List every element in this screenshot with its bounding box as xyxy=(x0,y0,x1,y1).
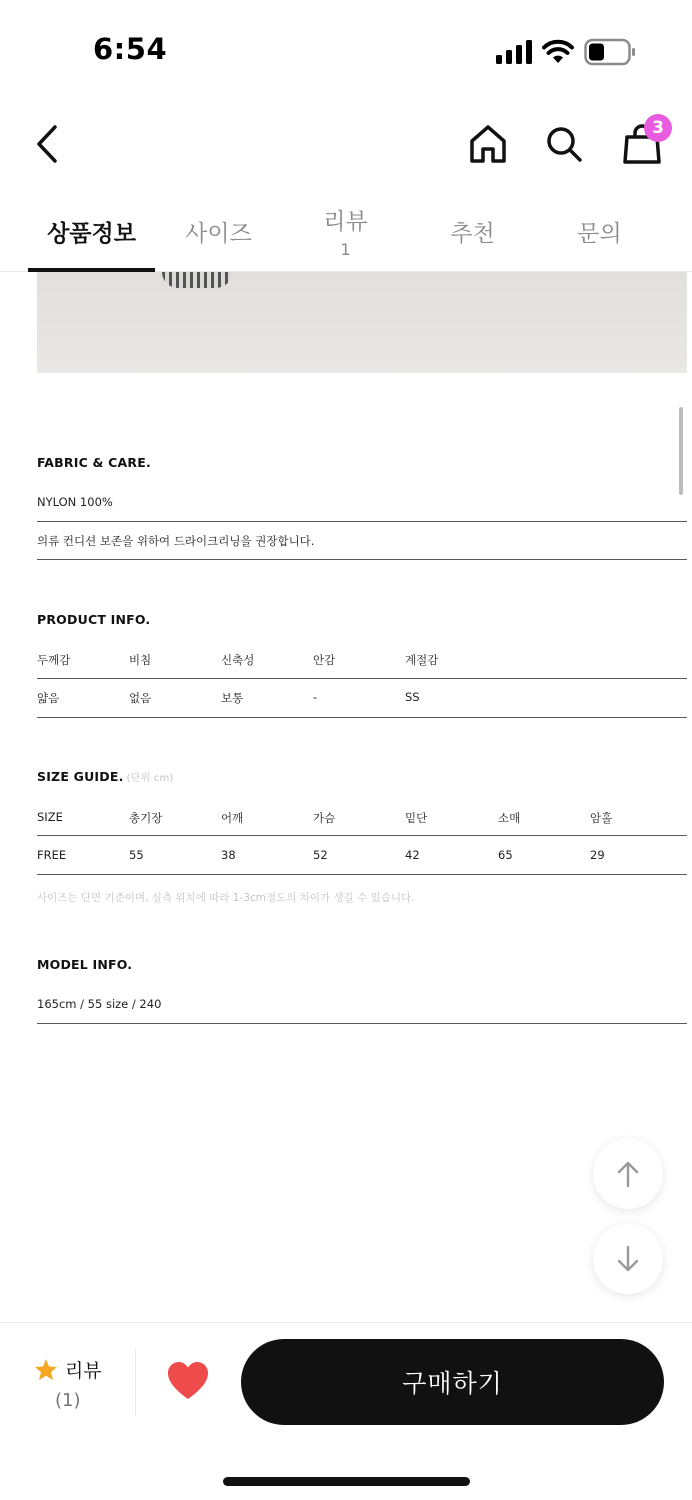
review-label: 리뷰 xyxy=(65,1360,102,1382)
back-chevron-icon xyxy=(33,124,63,164)
model-detail: 165cm / 55 size / 240 xyxy=(37,997,162,1011)
table-header-cell: 신축성 xyxy=(221,653,255,667)
model-info-title: MODEL INFO. xyxy=(37,957,133,972)
table-cell: 없음 xyxy=(129,691,152,705)
divider xyxy=(37,874,687,875)
divider xyxy=(37,1023,687,1024)
back-button[interactable] xyxy=(24,120,72,168)
table-header-cell: 총기장 xyxy=(129,811,163,825)
size-unit: (단위 cm) xyxy=(126,773,174,784)
divider xyxy=(37,521,687,522)
table-cell: 55 xyxy=(129,848,144,862)
heart-icon xyxy=(166,1360,210,1402)
star-icon xyxy=(34,1358,58,1381)
wishlist-button[interactable] xyxy=(166,1360,210,1402)
table-header-cell: 비침 xyxy=(129,653,152,667)
product-info-title: PRODUCT INFO. xyxy=(37,612,151,627)
arrow-down-icon xyxy=(617,1245,639,1273)
divider xyxy=(37,717,687,718)
tab-product-info[interactable] xyxy=(28,190,155,272)
search-icon xyxy=(544,124,584,164)
fabric-material: NYLON 100% xyxy=(37,495,113,509)
divider xyxy=(37,559,687,560)
divider xyxy=(37,678,687,679)
review-count: (1) xyxy=(55,1390,81,1411)
battery-icon xyxy=(584,38,636,66)
top-nav xyxy=(0,100,692,188)
tab-size[interactable] xyxy=(155,190,282,272)
tab-review-count: 1 xyxy=(340,240,351,259)
table-header-cell: 계절감 xyxy=(405,653,439,667)
scroll-to-bottom-button[interactable] xyxy=(593,1224,663,1294)
table-header-cell: SIZE xyxy=(37,810,63,824)
photo-detail xyxy=(162,272,232,288)
product-tabs xyxy=(0,190,692,272)
cart-count-badge: 3 xyxy=(644,114,672,142)
status-time: 6:54 xyxy=(93,32,168,66)
tab-recommend[interactable] xyxy=(409,190,536,272)
scroll-to-top-button[interactable] xyxy=(593,1139,663,1209)
fabric-care-title: FABRIC & CARE. xyxy=(37,455,151,470)
status-bar xyxy=(0,0,692,100)
home-icon xyxy=(468,123,508,165)
table-header-cell: 가슴 xyxy=(313,811,336,825)
care-instructions: 의류 컨디션 보존을 위하여 드라이크리닝을 권장합니다. xyxy=(37,534,315,548)
tab-label: 상품정보 xyxy=(47,220,136,247)
size-note: 사이즈는 단면 기준이며, 실측 위치에 따라 1-3cm정도의 차이가 생길 수 있습니다. xyxy=(37,892,415,904)
search-button[interactable] xyxy=(540,120,588,168)
table-header-cell: 두께감 xyxy=(37,653,71,667)
table-cell: 42 xyxy=(405,848,420,862)
table-cell: 29 xyxy=(590,848,605,862)
wifi-icon xyxy=(542,38,574,64)
divider xyxy=(37,835,687,836)
table-header-cell: 밑단 xyxy=(405,811,428,825)
home-indicator xyxy=(223,1477,470,1486)
product-photo xyxy=(37,272,687,373)
tab-review[interactable] xyxy=(282,190,409,272)
home-button[interactable] xyxy=(464,120,512,168)
table-cell: SS xyxy=(405,690,420,704)
table-header-cell: 안감 xyxy=(313,653,336,667)
bottom-bar-divider xyxy=(0,1322,692,1323)
size-guide-title-text: SIZE GUIDE. xyxy=(37,769,124,784)
tab-label: 사이즈 xyxy=(185,220,252,247)
buy-button[interactable]: 구매하기 xyxy=(241,1339,664,1425)
size-guide-title xyxy=(37,769,174,784)
tab-label: 문의 xyxy=(577,220,622,247)
scrollbar[interactable] xyxy=(679,407,683,495)
table-cell: 보통 xyxy=(221,691,244,705)
table-cell: 52 xyxy=(313,848,328,862)
table-cell: FREE xyxy=(37,848,67,862)
table-header-cell: 암홀 xyxy=(590,811,613,825)
cellular-signal-icon xyxy=(496,40,534,64)
tab-label: 리뷰 xyxy=(323,209,368,235)
arrow-up-icon xyxy=(617,1160,639,1188)
tab-label: 추천 xyxy=(450,220,495,247)
table-cell: - xyxy=(313,690,318,704)
vertical-divider xyxy=(135,1348,136,1416)
review-button[interactable] xyxy=(30,1352,105,1412)
table-cell: 65 xyxy=(498,848,513,862)
tab-inquiry[interactable] xyxy=(536,190,663,272)
table-header-cell: 소매 xyxy=(498,811,521,825)
table-cell: 얇음 xyxy=(37,691,60,705)
table-header-cell: 어깨 xyxy=(221,811,244,825)
table-cell: 38 xyxy=(221,848,236,862)
